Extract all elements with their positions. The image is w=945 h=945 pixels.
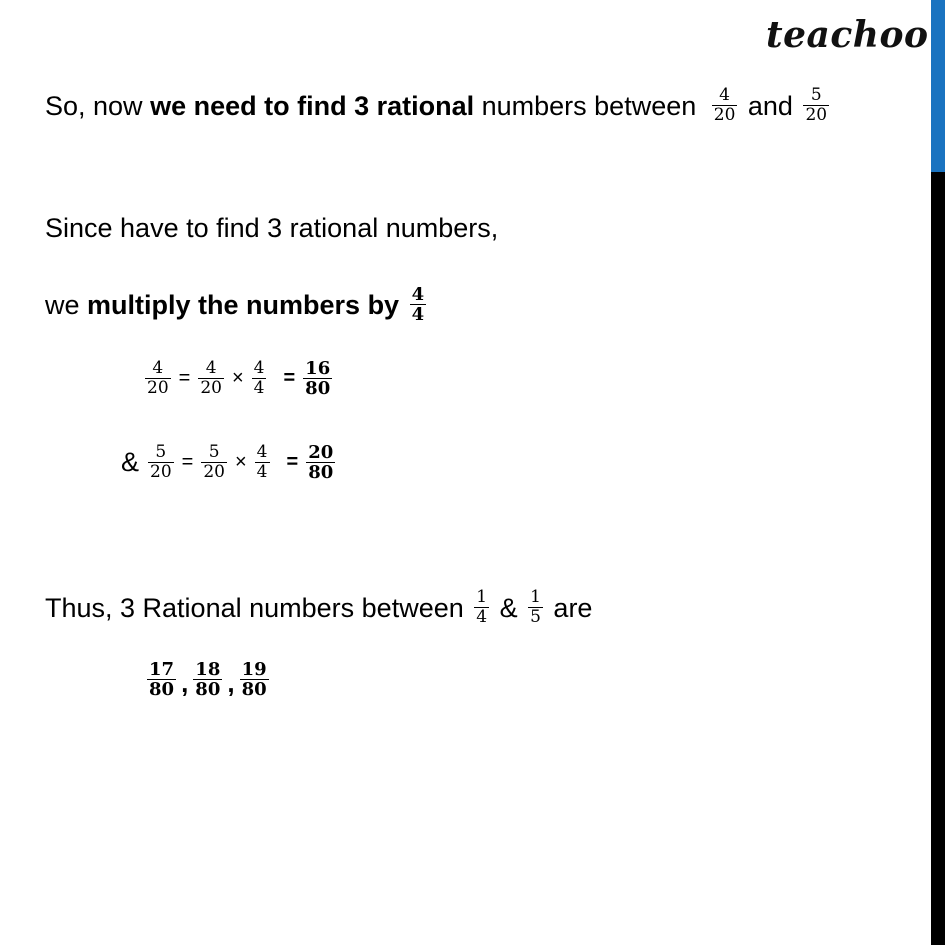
fraction-5-20 [803, 86, 829, 125]
equals-sign: = [178, 367, 191, 389]
times-sign: × [234, 451, 247, 473]
fraction-denominator: 80 [195, 679, 221, 700]
fraction-4-4 [410, 285, 427, 324]
since-line: Since have to find 3 rational numbers, [45, 213, 499, 243]
intro-post: numbers between [474, 90, 704, 121]
fraction-numerator: 16 [305, 358, 331, 379]
eq1-lhs-fraction [145, 359, 171, 398]
fraction-numerator: 4 [411, 284, 425, 305]
fraction-numerator: 4 [205, 358, 217, 378]
intro-line [45, 86, 832, 125]
multiply-pre: we [45, 289, 88, 320]
eq1-a-fraction [198, 359, 224, 398]
eq1-result-fraction [303, 359, 332, 398]
equals-sign: = [283, 367, 296, 389]
fraction-denominator: 20 [805, 105, 828, 125]
equals-sign: = [181, 451, 194, 473]
eq2-result-fraction [306, 443, 335, 482]
fraction-numerator: 4 [256, 442, 268, 462]
scrollbar[interactable] [931, 0, 945, 945]
fraction-numerator: 19 [241, 659, 267, 680]
fraction-numerator: 5 [155, 442, 167, 462]
fraction-numerator: 5 [208, 442, 220, 462]
thus-line [45, 588, 592, 627]
fraction-numerator: 1 [530, 587, 541, 607]
teachoo-logo: teachoo [766, 14, 929, 56]
fraction-1-5 [528, 588, 543, 627]
fraction-numerator: 18 [195, 659, 221, 680]
fraction-denominator: 20 [147, 378, 169, 398]
eq2-lhs-fraction [148, 443, 174, 482]
fraction-numerator: 4 [253, 358, 265, 378]
comma: , [227, 668, 235, 698]
fraction-1-4 [474, 588, 489, 627]
fraction-denominator: 4 [411, 304, 425, 325]
ampersand: & [121, 447, 140, 477]
fraction-denominator: 80 [149, 679, 175, 700]
answer-list [144, 660, 272, 699]
thus-post: are [545, 592, 593, 623]
times-sign: × [231, 367, 244, 389]
intro-bold: we need to find 3 rational [150, 90, 475, 121]
fraction-numerator: 4 [152, 358, 164, 378]
equation-1 [142, 359, 335, 398]
fraction-denominator: 80 [241, 679, 267, 700]
fraction-denominator: 20 [150, 462, 172, 482]
fraction-denominator: 20 [200, 378, 222, 398]
eq2-b-fraction [255, 443, 270, 482]
intro-and: and [740, 90, 801, 121]
answer-fraction [147, 660, 176, 699]
thus-amp: & [492, 592, 526, 623]
fraction-numerator: 1 [476, 587, 488, 607]
comma: , [181, 668, 189, 698]
eq2-a-fraction [201, 443, 227, 482]
fraction-denominator: 4 [253, 378, 265, 398]
fraction-numerator: 17 [149, 659, 175, 680]
fraction-denominator: 4 [256, 462, 268, 482]
answer-fraction [193, 660, 222, 699]
multiply-bold: multiply the numbers by [87, 289, 407, 320]
equation-2 [121, 443, 338, 482]
intro-pre: So, now [45, 90, 151, 121]
answer-fraction [240, 660, 269, 699]
fraction-denominator: 4 [476, 607, 488, 627]
fraction-numerator: 20 [308, 442, 334, 463]
fraction-numerator: 5 [810, 85, 822, 105]
fraction-denominator: 80 [308, 462, 334, 483]
fraction-denominator: 5 [530, 607, 541, 627]
equals-sign: = [286, 451, 299, 473]
fraction-4-20 [712, 86, 738, 125]
thus-pre: Thus, 3 Rational numbers between [45, 592, 472, 623]
scrollbar-thumb[interactable] [931, 0, 945, 172]
multiply-line [45, 285, 429, 324]
fraction-denominator: 20 [713, 105, 736, 125]
eq1-b-fraction [252, 359, 267, 398]
fraction-denominator: 80 [305, 378, 331, 399]
fraction-numerator: 4 [719, 85, 730, 105]
fraction-denominator: 20 [203, 462, 225, 482]
